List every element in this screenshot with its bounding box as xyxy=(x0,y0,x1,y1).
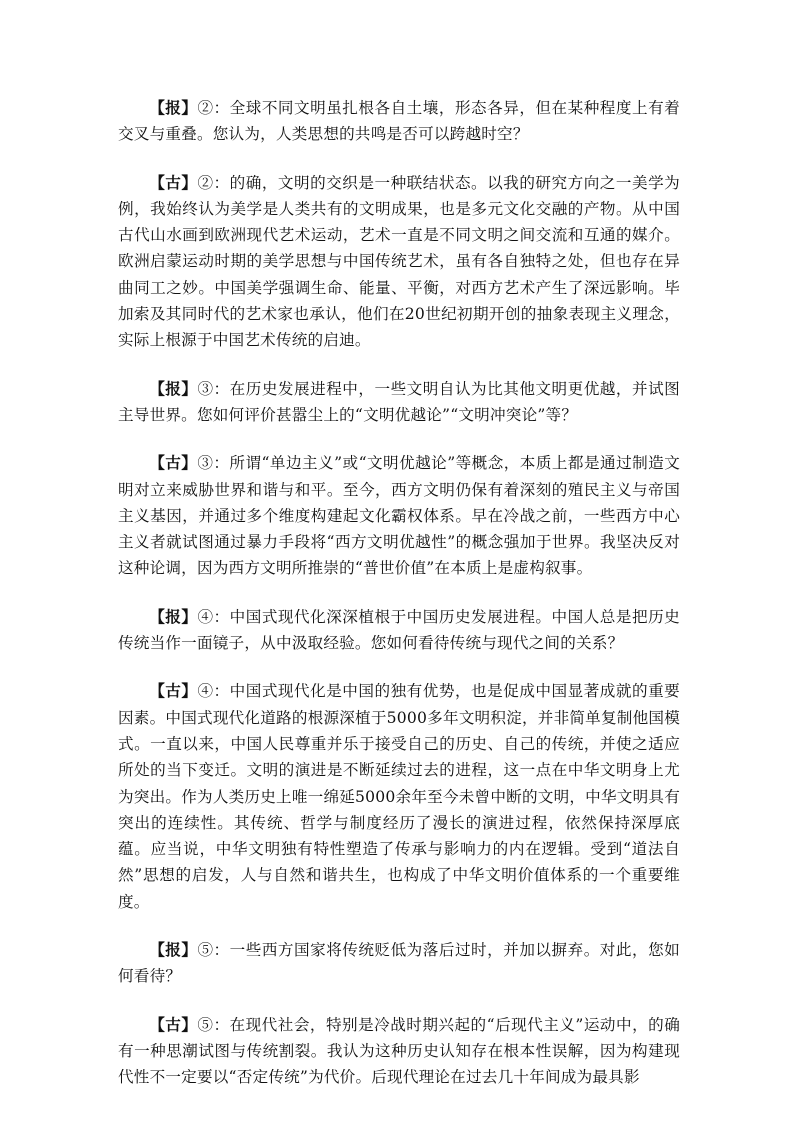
interview-answer-2 xyxy=(118,170,680,354)
paragraph-text: ⑤：一些西方国家将传统贬低为落后过时，并加以摒弃。对此，您如何看待？ xyxy=(118,941,680,986)
interview-answer-5 xyxy=(118,1012,680,1091)
speaker-label: 【报】 xyxy=(149,378,198,398)
speaker-label: 【古】 xyxy=(149,1014,198,1034)
speaker-label: 【报】 xyxy=(149,606,198,626)
interview-question-2 xyxy=(118,95,680,148)
speaker-label: 【古】 xyxy=(149,172,198,192)
speaker-label: 【古】 xyxy=(149,681,198,701)
paragraph-text: ⑤：在现代社会，特别是冷战时期兴起的“后现代主义”运动中，的确有一种思潮试图与传统割裂。我认为这种历史认知存在根本性误解，因为构建现代性不一定要以“否定传统”为代价。后现代理论在过去几十年间成为最具影 xyxy=(118,1015,680,1087)
interview-answer-3 xyxy=(118,450,680,581)
interview-question-4 xyxy=(118,604,680,657)
speaker-label: 【古】 xyxy=(149,453,198,473)
document-page xyxy=(118,95,680,1091)
paragraph-text: ④：中国式现代化是中国的独有优势，也是促成中国显著成就的重要因素。中国式现代化道路的根源深植于5000多年文明积淀，并非简单复制他国模式。一直以来，中国人民尊重并乐于接受自己的历史、自己的传统，并使之适应所处的当下变迁。文明的演进是不断延续过去的进程，这一点在中华文明身上尤为突出。作为人类历史上唯一绵延5000余年至今未曾中断的文明，中华文明具有突出的连续性。其传统、哲学与制度经历了漫长的演进过程，依然保持深厚底蕴。应当说，中华文明独有特性塑造了传承与影响力的内在逻辑。受到“道法自然”思想的启发，人与自然和谐共生，也构成了中华文明价值体系的一个重要维度。 xyxy=(118,682,680,911)
interview-answer-4 xyxy=(118,678,680,915)
interview-question-5 xyxy=(118,937,680,990)
paragraph-text: ②：的确，文明的交织是一种联结状态。以我的研究方向之一美学为例，我始终认为美学是人类共有的文明成果，也是多元文化交融的产物。从中国古代山水画到欧洲现代艺术运动，艺术一直是不同文明之间交流和互通的媒介。欧洲启蒙运动时期的美学思想与中国传统艺术，虽有各自独特之处，但也存在异曲同工之妙。中国美学强调生命、能量、平衡，对西方艺术产生了深远影响。毕加索及其同时代的艺术家也承认，他们在20世纪初期开创的抽象表现主义理念，实际上根源于中国艺术传统的启迪。 xyxy=(118,173,680,350)
speaker-label: 【报】 xyxy=(149,940,198,960)
interview-question-3 xyxy=(118,376,680,429)
paragraph-text: ③：所谓“单边主义”或“文明优越论”等概念，本质上都是通过制造文明对立来威胁世界和谐与和平。至今，西方文明仍保有着深刻的殖民主义与帝国主义基因，并通过多个维度构建起文化霸权体系。早在冷战之前，一些西方中心主义者就试图通过暴力手段将“西方文明优越性”的概念强加于世界。我坚决反对这种论调，因为西方文明所推崇的“普世价值”在本质上是虚构叙事。 xyxy=(118,454,680,578)
paragraph-text: ③：在历史发展进程中，一些文明自认为比其他文明更优越，并试图主导世界。您如何评价甚嚣尘上的“文明优越论”“文明冲突论”等？ xyxy=(118,379,680,424)
paragraph-text: ②：全球不同文明虽扎根各自土壤，形态各异，但在某种程度上有着交叉与重叠。您认为，人类思想的共鸣是否可以跨越时空？ xyxy=(118,99,680,144)
speaker-label: 【报】 xyxy=(149,98,198,117)
paragraph-text: ④：中国式现代化深深植根于中国历史发展进程。中国人总是把历史传统当作一面镜子，从中汲取经验。您如何看待传统与现代之间的关系？ xyxy=(118,607,680,653)
